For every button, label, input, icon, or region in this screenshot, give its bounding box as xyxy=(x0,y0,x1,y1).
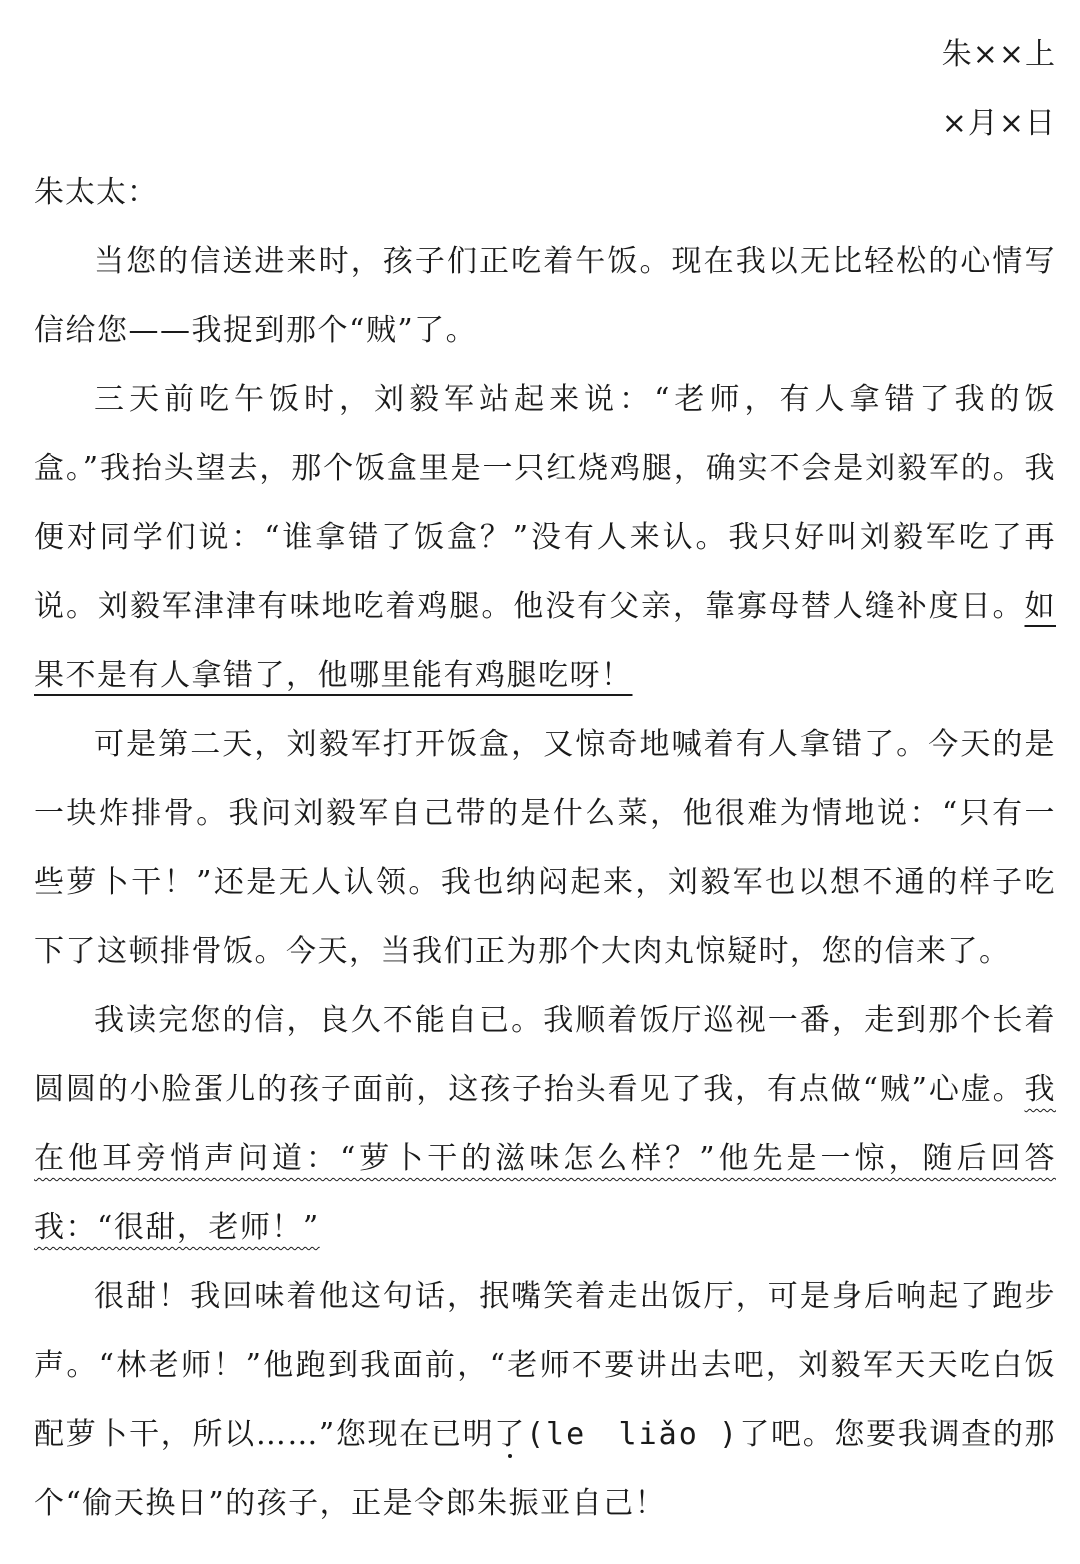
paragraph-5 xyxy=(34,1262,1056,1538)
paragraph-text: 我读完您的信，良久不能自已。我顺着饭厅巡视一番，走到那个长着圆圆的小脸蛋儿的孩子面前，这孩子抬头看见了我，有点做“贼”心虚。 xyxy=(34,1003,1056,1107)
wavy-underlined-sentence: 我在他耳旁悄声问道：“萝卜干的滋味怎么样？”他先是一惊，随后回答我：“很甜，老师！” xyxy=(34,1072,1056,1245)
paragraph-2 xyxy=(34,365,1056,710)
paragraph-text: 当您的信送进来时，孩子们正吃着午饭。现在我以无比轻松的心情写信给您——我捉到那个“贼”了。 xyxy=(34,244,1056,348)
pinyin-options: (le liǎo ) xyxy=(526,1417,740,1452)
emphasis-dotted-char: 了 xyxy=(494,1417,526,1452)
paragraph-1 xyxy=(34,227,1056,365)
letter-date: ×月×日 xyxy=(941,106,1056,141)
paragraph-text: 了吧。您要我调查的那个“偷天换日”的孩子，正是令郎朱振亚自己！ xyxy=(34,1417,1057,1521)
paragraph-4 xyxy=(34,986,1056,1262)
paragraph-text: 可是第二天，刘毅军打开饭盒，又惊奇地喊着有人拿错了。今天的是一块炸排骨。我问刘毅军自己带的是什么菜，他很难为情地说：“只有一些萝卜干！”还是无人认领。我也纳闷起来，刘毅军也以想不通的样子吃下了这顿排骨饭。今天，当我们正为那个大肉丸惊疑时，您的信来了。 xyxy=(34,727,1056,969)
paragraph-3 xyxy=(34,710,1056,986)
underlined-sentence: 如果不是有人拿错了，他哪里能有鸡腿吃呀！ xyxy=(34,589,1056,693)
salutation: 朱太太： xyxy=(34,175,158,210)
paragraph-text: 很甜！我回味着他这句话，抿嘴笑着走出饭厅，可是身后响起了跑步声。“林老师！”他跑到我面前，“老师不要讲出去吧，刘毅军天天吃白饭配萝卜干，所以……”您现在已明 xyxy=(34,1279,1056,1452)
paragraph-text: 三天前吃午饭时，刘毅军站起来说：“老师，有人拿错了我的饭盒。”我抬头望去，那个饭盒里是一只红烧鸡腿，确实不会是刘毅军的。我便对同学们说：“谁拿错了饭盒？”没有人来认。我只好叫刘毅军吃了再说。刘毅军津津有味地吃着鸡腿。他没有父亲，靠寡母替人缝补度日。 xyxy=(34,382,1056,624)
signature: 朱××上 xyxy=(941,37,1056,72)
letter-page xyxy=(34,20,1056,1538)
